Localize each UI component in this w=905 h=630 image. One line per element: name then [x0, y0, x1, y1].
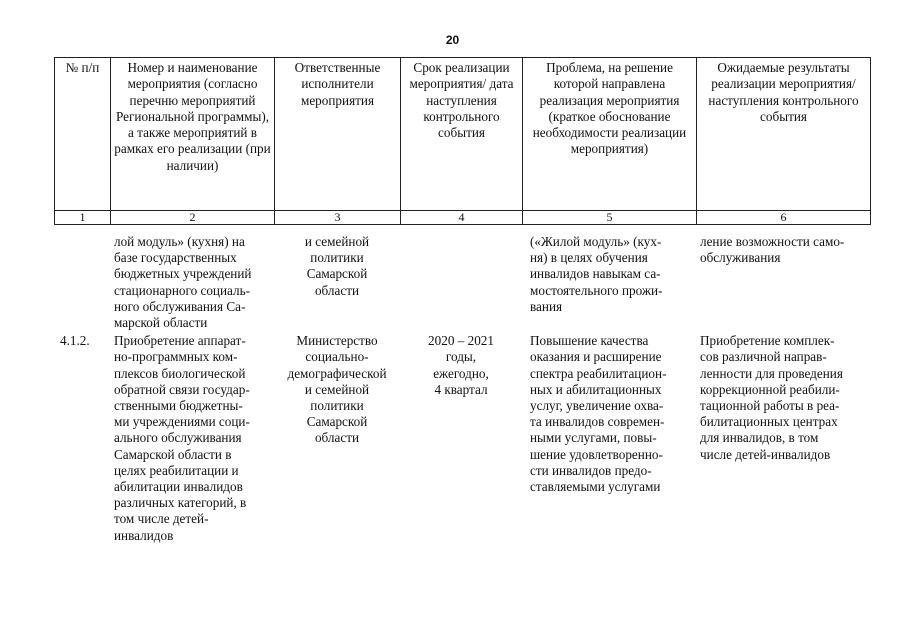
row-name-line: Самарской области в [114, 446, 232, 462]
row-problem [522, 234, 696, 331]
column-number-1: 1 [55, 211, 111, 225]
row-responsible-line: Министерство [296, 333, 378, 349]
row-name [110, 333, 274, 544]
row-result-line: сов различной направ- [700, 349, 827, 365]
row-problem-line: услуг, увеличение охва- [530, 398, 664, 414]
row-name-line: ного обслуживания Са- [114, 298, 246, 314]
header-col-result: Ожидаемые результаты реализации мероприятия/ наступления контрольного события [697, 58, 871, 211]
row-term [400, 234, 522, 331]
row-name-line: плексов биологической [114, 365, 246, 381]
row-responsible-line: политики [310, 398, 364, 414]
row-responsible-line: и семейной [304, 234, 370, 249]
row-result-line: билитационных центрах [700, 414, 838, 430]
row-problem-line: ных и абилитационных [530, 381, 662, 397]
row-name-line: бюджетных учреждений [114, 266, 252, 282]
header-col-responsible: Ответственные исполнители мероприятия [275, 58, 401, 211]
row-problem-line: ня) в целях обучения [530, 250, 648, 266]
row-result [696, 234, 870, 331]
header-col-name: Номер и наименование мероприятия (согласно перечню мероприятий Региональной программы), а также мероприятий в рамках его реализации (при наличии) [111, 58, 275, 211]
row-name-line: целях реабилитации и [114, 462, 239, 478]
row-problem-line: шение удовлетворенно- [530, 446, 663, 462]
header-col-term: Срок реализации мероприятия/ дата наступления контрольного события [401, 58, 523, 211]
row-term-line: 4 квартал [434, 381, 488, 397]
row-name-line: том числе детей- [114, 511, 209, 527]
header-col-problem: Проблема, на решение которой направлена реализация мероприятия (краткое обоснование необходимости реализации мероприятия) [523, 58, 697, 211]
row-number: 4.1.2. [60, 333, 90, 349]
row-problem-line: инвалидов навыкам са- [530, 266, 661, 282]
row-term-line: ежегодно, [433, 365, 489, 381]
row-responsible-line: области [314, 430, 360, 446]
row-number [54, 234, 110, 331]
row-name-line: ального обслуживания [114, 430, 242, 446]
column-number-2: 2 [111, 211, 275, 225]
column-number-5: 5 [523, 211, 697, 225]
row-result-line: тационной работы в реа- [700, 398, 840, 414]
row-name [110, 234, 274, 331]
row-problem-line: («Жилой модуль» (кух- [530, 234, 662, 249]
column-number-4: 4 [401, 211, 523, 225]
row-responsible [274, 333, 400, 544]
row-term-line: 2020 – 2021 [428, 333, 494, 349]
table-row [54, 234, 870, 331]
row-problem-line: вания [530, 298, 563, 314]
row-problem-line: спектра реабилитацион- [530, 365, 667, 381]
row-name-line: лой модуль» (кухня) на [114, 234, 245, 249]
row-name-line: но-программных ком- [114, 349, 238, 365]
row-result-line: ленности для проведения [700, 365, 843, 381]
row-name-line: обратной связи государ- [114, 381, 250, 397]
row-problem-line: мостоятельного прожи- [530, 282, 663, 298]
row-problem-line: Повышение качества [530, 333, 649, 349]
header-col-number: № п/п [55, 58, 111, 211]
row-result-line: ление возможности само- [700, 234, 845, 249]
row-term [400, 333, 522, 544]
row-responsible-line: Самарской [306, 266, 368, 282]
row-name-line: базе государственных [114, 250, 237, 266]
row-name-line: абилитации инвалидов [114, 479, 243, 495]
row-result-line: числе детей-инвалидов [700, 446, 831, 462]
row-result-line: коррекционной реабили- [700, 381, 840, 397]
row-problem-line: оказания и расширение [530, 349, 662, 365]
row-responsible-line: социально- [305, 349, 369, 365]
table-row [54, 333, 870, 544]
column-number-3: 3 [275, 211, 401, 225]
row-name-line: ственными бюджетны- [114, 398, 243, 414]
row-result-line: для инвалидов, в том [700, 430, 819, 446]
row-term-line: годы, [445, 349, 477, 365]
row-responsible-line: демографической [287, 365, 387, 381]
row-responsible-line: Самарской [306, 414, 368, 430]
row-problem-line: сти инвалидов предо- [530, 462, 652, 478]
row-result [696, 333, 870, 544]
row-responsible-line: области [314, 282, 360, 298]
row-name-line: различных категорий, в [114, 495, 247, 511]
row-name-line: Приобретение аппарат- [114, 333, 246, 349]
row-problem [522, 333, 696, 544]
row-name-line: стационарного социаль- [114, 282, 250, 298]
row-name-line: марской области [114, 315, 208, 331]
page-number: 20 [445, 33, 460, 47]
row-responsible-line: и семейной [304, 381, 370, 397]
row-responsible-line: политики [310, 250, 364, 266]
row-name-line: ми учреждениями соци- [114, 414, 250, 430]
column-number-6: 6 [697, 211, 871, 225]
row-problem-line: ставляемыми услугами [530, 479, 661, 495]
row-responsible [274, 234, 400, 331]
row-problem-line: та инвалидов современ- [530, 414, 665, 430]
row-name-line: инвалидов [114, 527, 174, 543]
row-result-line: обслуживания [700, 250, 781, 266]
row-problem-line: ными услугами, повы- [530, 430, 657, 446]
table-header [54, 57, 871, 225]
row-result-line: Приобретение комплек- [700, 333, 835, 349]
table-body [54, 234, 870, 544]
